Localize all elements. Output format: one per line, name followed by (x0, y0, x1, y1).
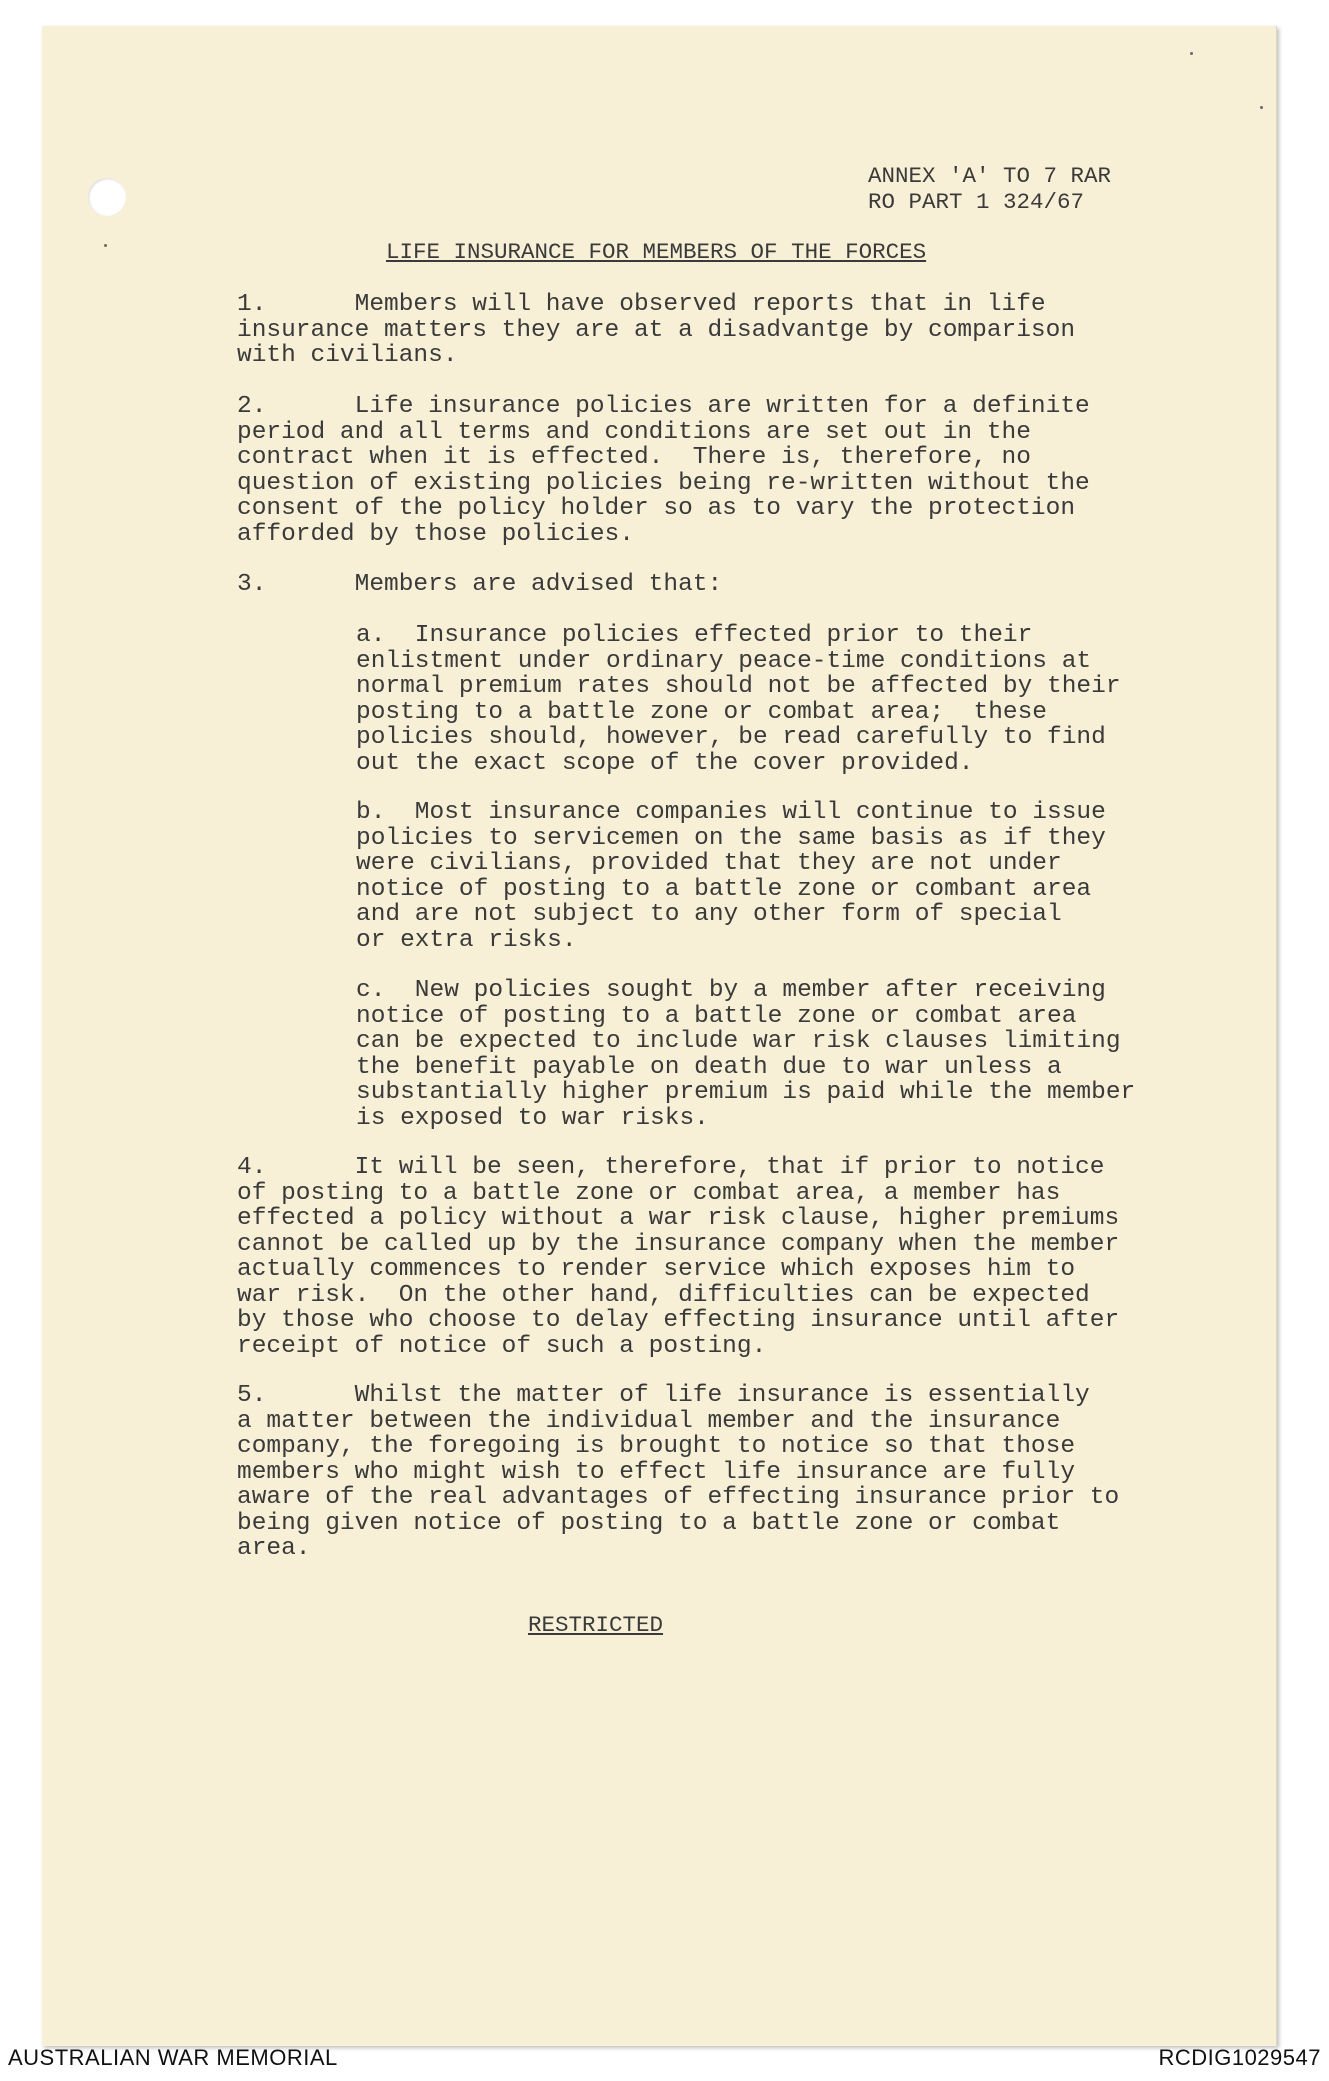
sub-item-a: a. Insurance policies effected prior to their enlistment under ordinary peace-time conditions at normal premium rates should not be affected by their posting to a battle zone or combat area; these policies should, however, be read carefully to find out the exact scope of the cover provided. (356, 622, 1121, 777)
paper-speck (1190, 52, 1193, 55)
footer-id: RCDIG1029547 (1158, 2045, 1321, 2070)
footer-source: AUSTRALIAN WAR MEMORIAL (8, 2045, 338, 2070)
sub-item-b: b. Most insurance companies will continue to issue policies to servicemen on the same basis as if they were civilians, provided that they are not under notice of posting to a battle zone or combant area and are not subject to any other form of special or extra risks. (356, 799, 1106, 954)
annex-header: ANNEX 'A' TO 7 RAR RO PART 1 324/67 (868, 163, 1112, 215)
sub-item-c: c. New policies sought by a member after receiving notice of posting to a battle zone or combat area can be expected to include war risk clauses limiting the benefit payable on death due to war unless a substantially higher premium is paid while the member is exposed to war risks. (356, 977, 1136, 1132)
paper-speck (104, 244, 107, 247)
paragraph-4: 4. It will be seen, therefore, that if prior to notice of posting to a battle zone or combat area, a member has effected a policy without a war risk clause, higher premiums cannot be called up by the insurance company when the member actually commences to render service which exposes him to war risk. On the other hand, difficulties can be expected by those who choose to delay effecting insurance until after receipt of notice of such a posting. (237, 1154, 1120, 1360)
classification-marking: RESTRICTED (528, 1612, 664, 1638)
paragraph-2: 2. Life insurance policies are written for a definite period and all terms and conditions are set out in the contract when it is effected. There is, therefore, no question of existing policies being re-written without the consent of the policy holder so as to vary the protection afforded by those policies. (237, 393, 1090, 548)
document-title: LIFE INSURANCE FOR MEMBERS OF THE FORCES (386, 239, 927, 265)
paragraph-1: 1. Members will have observed reports that in life insurance matters they are at a disadvantge by comparison with civilians. (237, 291, 1076, 369)
paragraph-5: 5. Whilst the matter of life insurance is essentially a matter between the individual member and the insurance company, the foregoing is brought to notice so that those members who might wish to effect life insurance are fully aware of the real advantages of effecting insurance prior to being given notice of posting to a battle zone or combat area. (237, 1382, 1120, 1562)
paper-speck (1260, 106, 1263, 109)
paragraph-3: 3. Members are advised that: (237, 571, 723, 598)
punch-hole (88, 178, 126, 216)
